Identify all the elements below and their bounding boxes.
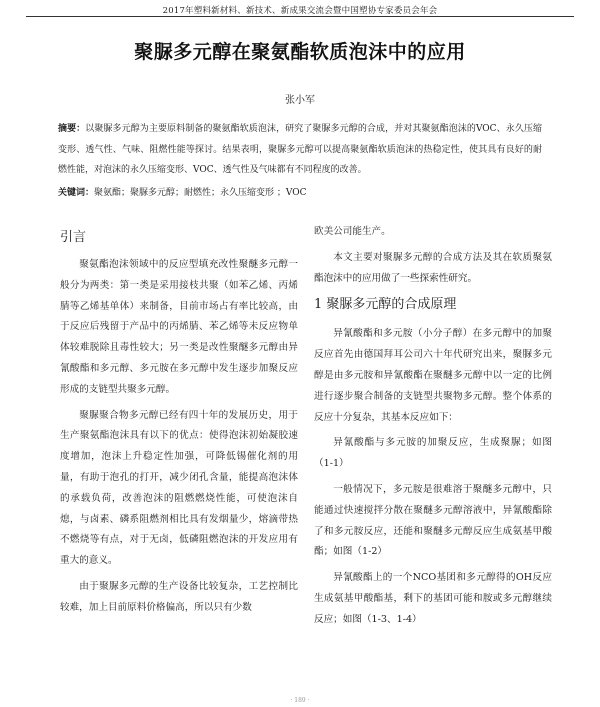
- conference-header: 2017年塑料新材料、新技术、新成果交流会暨中国塑协专家委员会年会: [162, 6, 438, 16]
- abstract-label: 摘要：: [58, 124, 86, 134]
- keywords: [58, 183, 542, 203]
- page-number: · 189 ·: [290, 697, 310, 704]
- paragraph: 欧美公司能生产。: [314, 226, 391, 237]
- paragraph: 异氰酸酯与多元胺的加聚反应，生成聚脲；如图（1-1）: [314, 437, 552, 470]
- keywords-label: 关键词：: [58, 188, 95, 198]
- paper-title: 聚脲多元醇在聚氨酯软质泡沫中的应用: [134, 41, 466, 63]
- paragraph: 异氰酸酯和多元胺（小分子醇）在多元醇中的加聚反应首先由德国拜耳公司六十年代研究出来，聚脲多元醇是由多元胺和异氰酸酯在聚醚多元醇中以一定的比例进行逐步聚合制备的支链型共聚物多元醇。整个体系的反应十分复杂，其基本反应如下：: [314, 328, 552, 423]
- paragraph: 异氰酸酯上的一个NCO基团和多元醇得的OH反应生成氨基甲酸酯基，剩下的基团可能和胺或多元醇继续反应；如图（1-3、1-4）: [314, 572, 552, 625]
- header-rule: [26, 16, 574, 17]
- section-heading-1: 1 聚脲多元醇的合成原理: [314, 297, 457, 313]
- section-heading-intro: 引言: [60, 230, 87, 245]
- author-name: 张小军: [285, 95, 315, 106]
- abstract-text: 以聚脲多元醇为主要原料制备的聚氨酯软质泡沫，研究了聚脲多元醇的合成，并对其聚氨酯泡沫的VOC、永久压缩变形、透气性、气味、阻燃性能等探讨。结果表明，聚脲多元醇可以提高聚氨酯软质泡沫的热稳定性，使其具有良好的耐燃性能，对泡沫的永久压缩变形、VOC、透气性及气味都有不同程度的改善。: [58, 124, 542, 175]
- keywords-text: 聚氨酯；聚脲多元醇；耐燃性；永久压缩变形 ；VOC: [94, 188, 307, 198]
- right-column: [314, 222, 552, 636]
- left-column: [60, 222, 298, 624]
- paragraph: 由于聚脲多元醇的生产设备比较复杂，工艺控制比较难，加上目前原料价格偏高，所以只有少数: [60, 580, 298, 613]
- paragraph: 聚脲聚合物多元醇已经有四十年的发展历史，用于生产聚氨酯泡沫具有以下的优点：使得泡沫初始凝胶速度增加，泡沫上升稳定性加强，可降低锡催化剂的用量，有助于泡孔的打开，减少闭孔含量，能提高泡沫体的承载负荷，改善泡沫的阻燃燃烧性能，可使泡沫自熄，与卤素、磷系阻燃剂相比具有发烟量少，熔滴带热不燃烧等有点，对于无卤，低磷阻燃泡沫的开发应用有重大的意义。: [60, 409, 298, 567]
- paragraph: 一般情况下，多元胺是很难溶于聚醚多元醇中，只能通过快速搅拌分散在聚醚多元醇溶液中，异氰酸酯除了和多元胺反应，还能和聚醚多元醇反应生成氨基甲酸酯；如图（1-2）: [314, 483, 552, 558]
- paragraph: 聚氨酯泡沫领域中的反应型填充改性聚醚多元醇一般分为两类：第一类是采用接枝共聚（如苯乙烯、丙烯腈等乙烯基单体）来制备，目前市场占有率比较高，由于反应后残留于产品中的丙烯腈、苯乙烯等未反应物单体较难脱除且毒性较大；另一类是改性聚醚多元醇由异氰酸酯和多元醇、多元胺在多元醇中发生逐步加聚反应形成的支链型共聚多元醇。: [60, 259, 298, 395]
- abstract: [58, 119, 542, 181]
- paragraph: 本文主要对聚脲多元醇的合成方法及其在软质聚氨酯泡沫中的应用做了一些探索性研究。: [314, 251, 552, 284]
